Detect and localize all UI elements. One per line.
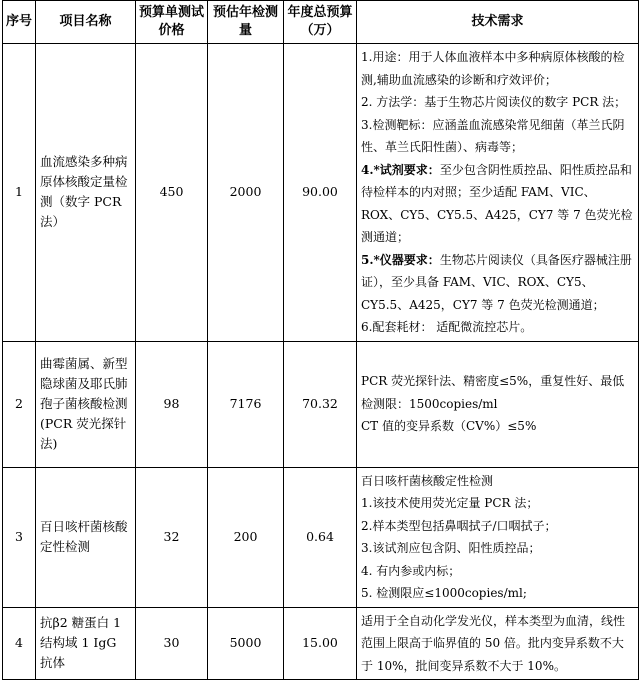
- header-budget: 年度总预算（万）: [284, 1, 357, 44]
- cell-volume: 5000: [208, 607, 284, 680]
- cell-name: 曲霉菌属、新型隐球菌及耶氏肺孢子菌核酸检测(PCR 荧光探针法): [36, 341, 136, 467]
- tech-line: [361, 249, 634, 317]
- cell-seq: 3: [3, 467, 36, 607]
- cell-seq: 1: [3, 44, 36, 342]
- table-row: [3, 467, 639, 607]
- tech-line-text: 至少包含阴性质控品、阳性质控品和待检样本的内对照；至少适配 FAM、VIC、ROX、CY5、CY5.5、A425，CY7 等 7 色荧光检测通道；: [361, 162, 633, 244]
- tech-line: 1.该技术使用荧光定量 PCR 法；: [361, 496, 539, 510]
- cell-tech: [357, 607, 639, 680]
- cell-unit-price: 450: [136, 44, 208, 342]
- cell-unit-price: 30: [136, 607, 208, 680]
- cell-volume: 7176: [208, 341, 284, 467]
- cell-seq: 4: [3, 607, 36, 680]
- cell-tech: [357, 467, 639, 607]
- cell-unit-price: 32: [136, 467, 208, 607]
- tech-line-bold: 4.*试剂要求：: [361, 162, 440, 177]
- cell-tech: [357, 341, 639, 467]
- tech-line-text: 生物芯片阅读仪（具备医疗器械注册证），至少具备 FAM、VIC、ROX、CY5、CY5.5、A425，CY7 等 7 色荧光检测通道；: [361, 252, 632, 312]
- tech-line: 3.检测靶标：应涵盖血流感染常见细菌（革兰氏阴性、革兰氏阳性菌）、病毒等；: [361, 117, 625, 154]
- table-row: [3, 341, 639, 467]
- table-row: [3, 607, 639, 680]
- cell-budget: 0.64: [284, 467, 357, 607]
- tech-line: CT 值的变异系数（CV%）≤5%: [361, 419, 537, 434]
- tech-line: PCR 荧光探针法、精密度≤5%，重复性好、最低检测限：1500copies/ml: [361, 374, 625, 411]
- cell-budget: 90.00: [284, 44, 357, 342]
- header-tech: 技术需求: [357, 1, 639, 44]
- tech-line: 6.配套耗材： 适配微流控芯片。: [361, 320, 533, 334]
- cell-name: 血流感染多种病原体核酸定量检测（数字 PCR 法）: [36, 44, 136, 342]
- header-name: 项目名称: [36, 1, 136, 44]
- header-seq: 序号: [3, 1, 36, 44]
- cell-seq: 2: [3, 341, 36, 467]
- tech-line: [361, 159, 634, 249]
- tech-line: 1.用途：用于人体血液样本中多种病原体核酸的检测,辅助血流感染的诊断和疗效评价；: [361, 50, 625, 87]
- cell-volume: 200: [208, 467, 284, 607]
- requirements-table: [2, 0, 639, 680]
- tech-line: 适用于全自动化学发光仪，样本类型为血清，线性范围上限高于临界值的 50 倍。批内变异系数不大于 10%，批间变异系数不大于 10%。: [361, 613, 626, 673]
- cell-budget: 70.32: [284, 341, 357, 467]
- cell-name: 抗β2 糖蛋白 1 结构域 1 IgG 抗体: [36, 607, 136, 680]
- cell-unit-price: 98: [136, 341, 208, 467]
- tech-line: 百日咳杆菌核酸定性检测: [361, 473, 494, 488]
- cell-volume: 2000: [208, 44, 284, 342]
- header-unit-price: 预算单测试价格: [136, 1, 208, 44]
- tech-line: 2.样本类型包括鼻咽拭子/口咽拭子；: [361, 518, 557, 533]
- header-volume: 预估年检测量: [208, 1, 284, 44]
- header-row: [3, 1, 639, 44]
- cell-name: 百日咳杆菌核酸定性检测: [36, 467, 136, 607]
- cell-tech: [357, 44, 639, 342]
- tech-line: 2. 方法学：基于生物芯片阅读仪的数字 PCR 法；: [361, 95, 627, 109]
- tech-line: 4. 有内参或内标；: [361, 563, 461, 578]
- tech-line: 3.该试剂应包含阴、阳性质控品；: [361, 541, 541, 555]
- tech-line: 5. 检测限应≤1000copies/ml;: [361, 586, 527, 600]
- table-row: [3, 44, 639, 342]
- cell-budget: 15.00: [284, 607, 357, 680]
- tech-line-bold: 5.*仪器要求：: [361, 252, 440, 267]
